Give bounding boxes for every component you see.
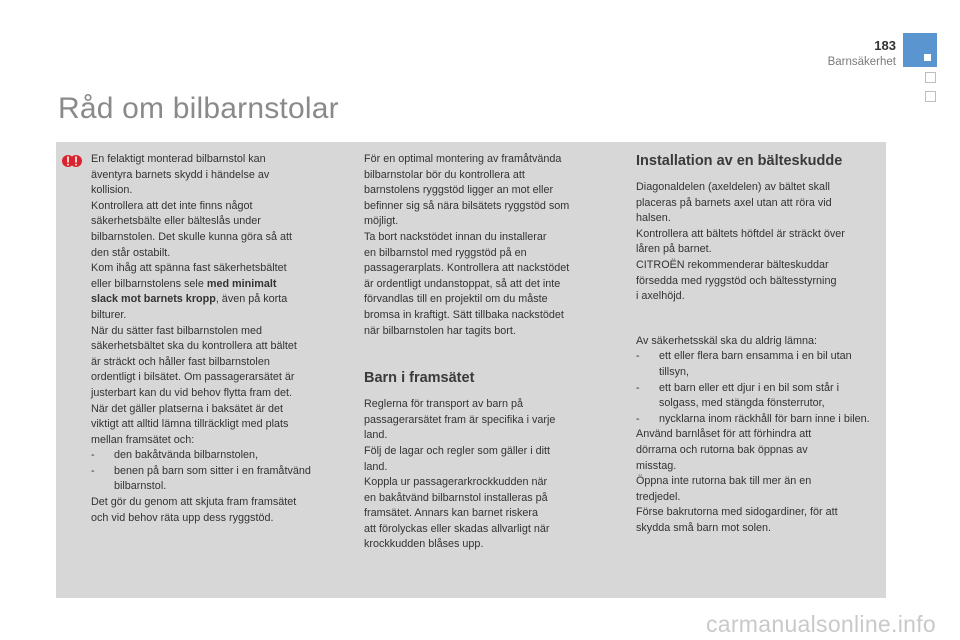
text-line: halsen. (636, 212, 671, 225)
text-line: låren på barnet. (636, 243, 712, 256)
text-line: en bilbarnstol med ryggstöd på en (364, 246, 527, 259)
text-line: Koppla ur passagerarkrockkudden när (364, 476, 548, 489)
section-tab[interactable] (925, 72, 936, 83)
text-span: , även på korta (215, 293, 288, 306)
text-line: Förse bakrutorna med sidogardiner, för att (636, 506, 838, 519)
text-line: Öppna inte rutorna bak till mer än en (636, 475, 812, 488)
section-heading: Installation av en bälteskudde (636, 153, 843, 169)
text-line: justerbart kan du vid behov flytta fram det. (91, 386, 293, 399)
bold-text: slack mot barnets kropp (91, 293, 216, 306)
right-column (636, 152, 880, 536)
text-line: barnstolens ryggstöd ligger an mot eller (364, 184, 554, 197)
text-line: kollision. (91, 184, 133, 197)
list-dash: - (636, 381, 640, 394)
text-line: är ordentligt undanstoppat, så att det inte (364, 277, 561, 290)
list-dash: - (636, 412, 640, 425)
list-text: benen på barn som sitter i en framåtvänd bilbarnstol. (114, 464, 311, 493)
text-line: När det gäller platserna i baksätet är det (91, 402, 284, 415)
text-line: Kontrollera att bältets höftdel är sträckt över (636, 227, 845, 240)
text-line: För en optimal montering av framåtvända (364, 153, 562, 165)
list-dash: - (91, 449, 95, 462)
text-line (91, 277, 331, 293)
list-dash: - (636, 350, 640, 363)
text-line: dörrarna och rutorna bak öppnas av (636, 443, 808, 456)
text-line: När du sätter fast bilbarnstolen med (91, 324, 263, 337)
bold-text: med minimalt (206, 277, 277, 290)
text-line: bilturer. (91, 308, 127, 321)
section-tab[interactable] (925, 91, 936, 102)
spacer (636, 305, 880, 334)
list-dash: - (91, 464, 95, 477)
text-line: viktigt att alltid lämna tillräckligt med plats (91, 418, 289, 431)
list-text: den bakåtvända bilbarnstolen, (114, 449, 259, 462)
text-span: eller bilbarnstolens sele (91, 277, 207, 290)
text-line: den står ostabilt. (91, 246, 171, 259)
text-line: CITROËN rekommenderar bälteskuddar (636, 258, 829, 271)
text-line: förvandlas till en projektil om du måste (364, 293, 548, 306)
text-line: passagerarsätet fram är specifika i varje (364, 413, 556, 426)
text-line: misstag. (636, 459, 677, 472)
text-line: Kom ihåg att spänna fast säkerhetsbältet (91, 262, 287, 275)
text-line: och vid behov räta upp dess ryggstöd. (91, 511, 274, 524)
text-line: En felaktigt monterad bilbarnstol kan (91, 153, 266, 165)
text-line: Diagonaldelen (axeldelen) av bältet skall (636, 181, 830, 193)
list-item (91, 448, 331, 464)
text-line: tredjedel. (636, 490, 681, 503)
section-label: Barnsäkerhet (827, 56, 896, 68)
text-line: bilbarnstolar bör du kontrollera att (364, 168, 525, 181)
list-text: ett eller flera barn ensamma i en bil utan tillsyn, (659, 350, 852, 378)
text-line: Använd barnlåset för att förhindra att (636, 428, 812, 441)
warning-column (91, 152, 331, 526)
list-text: ett barn eller ett djur i en bil som står i solgass, med stängda fönsterrutor, (659, 381, 840, 410)
text-line: äventyra barnets skydd i händelse av (91, 168, 270, 181)
text-line: möjligt. (364, 215, 399, 228)
page-number: 183 (874, 38, 896, 53)
warning-icon (62, 152, 82, 170)
text-line: krockkudden blåses upp. (364, 538, 484, 551)
text-line: Det gör du genom att skjuta fram framsätet (91, 496, 297, 509)
list-text: nycklarna inom räckhåll för barn inne i bilen. (659, 412, 870, 425)
text-line: säkerhetsbältet ska du kontrollera att bältet (91, 340, 297, 353)
list-item (636, 349, 880, 380)
text-line: Ta bort nackstödet innan du installerar (364, 230, 547, 243)
list-item (636, 381, 880, 412)
text-line: passagerarplats. Kontrollera att nackstödet (364, 262, 570, 275)
text-line: Reglerna för transport av barn på (364, 398, 524, 411)
section-heading: Barn i framsätet (364, 370, 475, 387)
text-line: befinner sig så nära bilsätets ryggstöd som (364, 199, 570, 212)
text-line: försedda med ryggstöd och bältesstyrning (636, 274, 837, 287)
tab-marker (924, 54, 931, 61)
text-line: när bilbarnstolen har tagits bort. (364, 324, 516, 337)
text-line: land. (364, 429, 388, 442)
section-tab-active[interactable] (903, 33, 937, 67)
text-line: placeras på barnets axel utan att röra vid (636, 196, 832, 209)
text-line: en bakåtvänd bilbarnstol installeras på (364, 491, 548, 504)
text-line: att förolyckas eller skadas allvarligt när (364, 522, 550, 535)
page-title: Råd om bilbarnstolar (58, 92, 339, 125)
list-item (636, 412, 880, 428)
text-line: är sträckt och håller fast bilbarnstolen (91, 355, 270, 368)
text-line: Följ de lagar och regler som gäller i ditt (364, 444, 551, 457)
text-line (91, 292, 331, 308)
list-item (91, 464, 331, 495)
text-line: mellan framsätet och: (91, 433, 195, 446)
text-line: bilbarnstolen. Det skulle kunna göra så att (91, 230, 293, 243)
text-line: bromsa in kraftigt. Sätt tillbaka nackstödet (364, 308, 564, 321)
middle-column (364, 152, 604, 553)
text-line: ordentligt i bilsätet. Om passagerarsätet är (91, 371, 295, 384)
watermark: carmanualsonline.info (705, 611, 936, 637)
text-line: skydda små barn mot solen. (636, 521, 772, 534)
text-line: Av säkerhetsskäl ska du aldrig lämna: (636, 334, 818, 347)
text-line: framsätet. Annars kan barnet riskera (364, 507, 539, 520)
text-line: i axelhöjd. (636, 290, 685, 303)
text-line: Kontrollera att det inte finns något (91, 199, 253, 212)
text-line: land. (364, 460, 388, 473)
text-line: säkerhetsbälte eller bälteslås under (91, 215, 261, 228)
